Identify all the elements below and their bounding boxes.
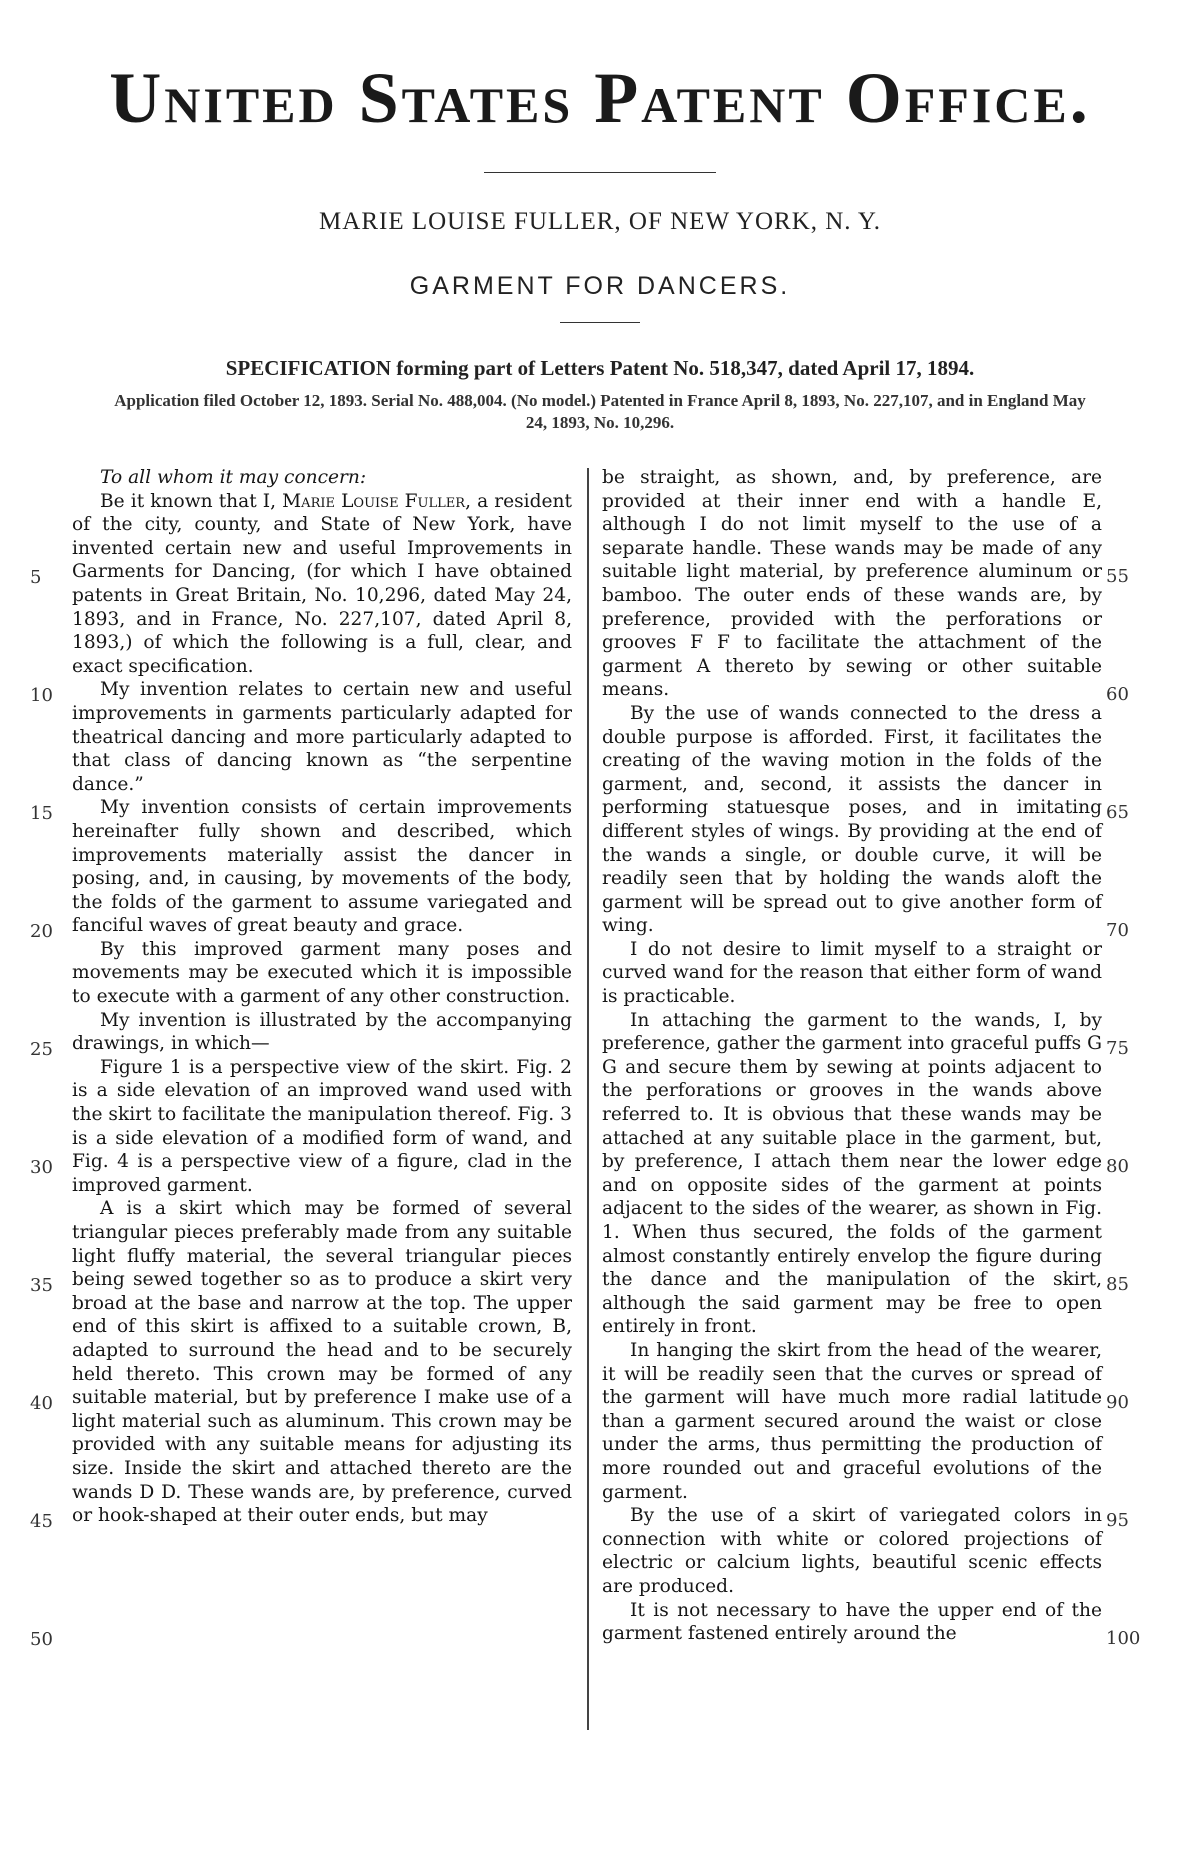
line-number: 65 [1106,802,1129,823]
paragraph: Be it known that I, Marie Louise Fuller, a resident of the city, county, and State of New York, have invented certain new and useful Improvements in Garments for Dancing, (for which I have obtained patents in Great Britain, No. 10,296, dated May 24, 1893, and in France, No. 227,107, dated April 8, 1893,) of which the following is a full, clear, and exact specification. [72,490,572,677]
paragraph: My invention consists of certain improvements hereinafter fully shown and described, which improvements materially assist the dancer in posing, and, in causing, by movements of the body, the folds of the garment to assume variegated and fanciful waves of great beauty and grace. [72,797,572,937]
left-column [72,466,572,1528]
paragraph: be straight, as shown, and, by preference, are provided at their inner end with a handle E, although I do not limit myself to the use of a separate handle. These wands may be made of any suitable light material, by preference aluminum or bamboo. The outer ends of these wands are, by preference, provided with the perforations or grooves F F to facilitate the attachment of the garment A thereto by sewing or other suitable means. [602,467,1102,701]
line-number: 75 [1106,1038,1129,1059]
specification-line: SPECIFICATION forming part of Letters Patent No. 518,347, dated April 17, 1894. [225,356,975,380]
line-number: 80 [1106,1156,1129,1177]
line-number: 10 [30,685,53,706]
paragraph: By the use of a skirt of variegated colors in connection with white or colored projections of electric or calcium lights, beautiful scenic effects are produced. [602,1505,1102,1597]
subject-title: GARMENT FOR DANCERS. [409,272,791,300]
line-number: 15 [30,803,53,824]
line-number: 20 [30,921,53,942]
line-number: 90 [1106,1392,1129,1413]
line-number: 60 [1106,684,1129,705]
inventor-line: MARIE LOUISE FULLER, OF NEW YORK, N. Y. [319,208,881,235]
paragraph: It is not necessary to have the upper end of the garment fastened entirely around the [602,1599,1102,1645]
paragraph: Figure 1 is a perspective view of the skirt. Fig. 2 is a side elevation of an improved wand used with the skirt to facilitate the manipulation thereof. Fig. 3 is a side elevation of a modified form of wand, and Fig. 4 is a perspective view of a figure, clad in the improved garment. [72,1056,572,1196]
paragraph: In hanging the skirt from the head of the wearer, it will be readily seen that the curves or spread of the garment will have much more radial latitude than a garment secured around the waist or close under the arms, thus permitting the production of more rounded out and graceful evolutions of the garment. [602,1339,1102,1503]
application-details: Application filed October 12, 1893. Serial No. 488,004. (No model.) Patented in France April 8, 1893, No. 227,107, and in England May 24, 1893, No. 10,296. [114,391,1086,432]
line-number: 95 [1106,1510,1129,1531]
line-number: 50 [30,1629,53,1650]
line-number: 100 [1106,1628,1141,1649]
line-number: 45 [30,1511,53,1532]
paragraph: My invention relates to certain new and useful improvements in garments particularly adapted for theatrical dancing and more particularly adapted to that class of dancing known as “the serpentine dance.” [72,679,572,795]
line-number: 5 [30,567,42,588]
inventor-name: Marie Louise Fuller [282,490,466,512]
salutation: To all whom it may concern: [100,467,367,488]
paragraph: In attaching the garment to the wands, I, by preference, gather the garment into graceful puffs G G and secure them by sewing at points adjacent to the perforations or grooves in the wands above referred to. It is obvious that these wands may be attached at any suitable place in the garment, but, by preference, I attach them near the lower edge and on opposite sides of the garment at points adjacent to the sides of the wearer, as shown in Fig. 1. When thus secured, the folds of the garment almost constantly entirely envelop the figure during the dance and the manipulation of the skirt, although the said garment may be free to open entirely in front. [602,1009,1102,1338]
paragraph: My invention is illustrated by the accompanying drawings, in which— [72,1009,572,1055]
title-rule [484,172,716,173]
subject-rule [560,322,640,323]
line-number: 85 [1106,1274,1129,1295]
paragraph: A is a skirt which may be formed of several triangular pieces preferably made from any suitable light fluffy material, the several triangular pieces being sewed together so as to produce a skirt very broad at the base and narrow at the top. The upper end of this skirt is affixed to a suitable crown, B, adapted to surround the head and to be securely held thereto. This crown may be formed of any suitable material, but by preference I make use of a light material such as aluminum. This crown may be provided with any suitable means for adjusting its size. Inside the skirt and attached thereto are the wands D D. These wands are, by preference, curved or hook-shaped at their outer ends, but may [72,1198,572,1527]
line-number: 35 [30,1275,53,1296]
line-number: 30 [30,1157,53,1178]
column-divider [587,468,589,1730]
page-title: United States Patent Office. [109,58,1091,138]
paragraph: I do not desire to limit myself to a straight or curved wand for the reason that either form of wand is practicable. [602,938,1102,1008]
paragraph: By this improved garment many poses and movements may be executed which it is impossible to execute with a garment of any other construction. [72,938,572,1008]
line-number: 40 [30,1393,53,1414]
line-number: 70 [1106,920,1129,941]
line-number: 25 [30,1039,53,1060]
paragraph: By the use of wands connected to the dress a double purpose is afforded. First, it facilitates the creating of the waving motion in the folds of the garment, and, second, it assists the dancer in performing statuesque poses, and in imitating different styles of wings. By providing at the end of the wands a single, or double curve, it will be readily seen that by holding the wands aloft the garment will be spread out to give another form of wing. [602,702,1102,937]
line-number: 55 [1106,566,1129,587]
right-column [602,466,1102,1646]
